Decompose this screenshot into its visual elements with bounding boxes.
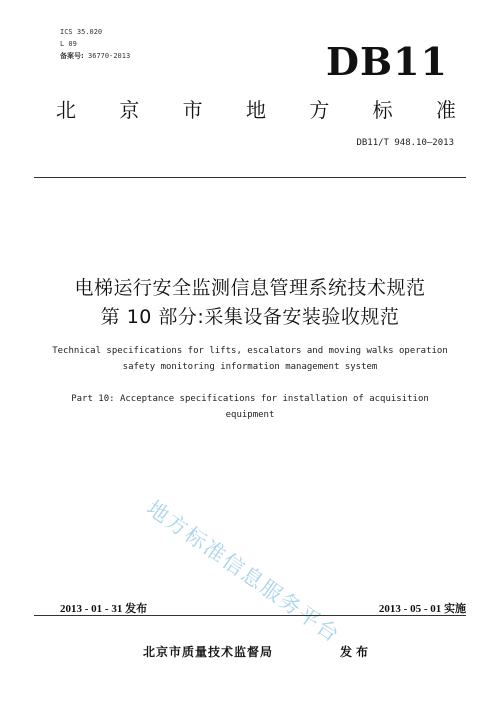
heading-char: 京 [119,98,140,122]
issuing-authority: 北京市质量技术监督局 [143,645,274,659]
record-value: 36770-2013 [88,52,131,60]
english-part-title-line-1: Part 10: Acceptance specifications for installation of acquisition [71,394,429,404]
heading-char: 标 [372,98,393,122]
english-title-line-2: safety monitoring information management system [122,362,378,372]
heading-char: 方 [309,98,330,122]
bottom-divider [34,615,466,616]
chinese-title-line-1: 电梯运行安全监测信息管理系统技术规范 [74,277,426,299]
heading-char: 北 [56,98,76,122]
classification-code: L 09 [60,40,77,48]
english-title-line-1: Technical specifications for lifts, escalators and moving walks operation [52,346,448,356]
effective-date: 2013 - 05 - 01 实施 [378,603,466,615]
record-number [60,52,130,61]
watermark: 地方标准信息服务平台 [142,495,345,648]
standard-number: DB11/T 948.10—2013 [356,138,454,148]
db11-logo: DB11 [326,39,448,84]
publish-date: 2013 - 01 - 31 发布 [60,603,148,615]
top-divider [34,177,466,178]
heading-char: 地 [245,98,266,122]
local-standard-heading [56,96,456,124]
heading-char: 市 [182,98,203,122]
english-part-title-line-2: equipment [225,410,275,420]
ics-code: ICS 35.020 [60,28,103,36]
heading-char: 准 [435,98,456,122]
chinese-title-line-2: 第 10 部分:采集设备安装验收规范 [100,306,400,328]
record-label: 备案号: [60,52,84,60]
issue-label: 发布 [340,645,373,659]
